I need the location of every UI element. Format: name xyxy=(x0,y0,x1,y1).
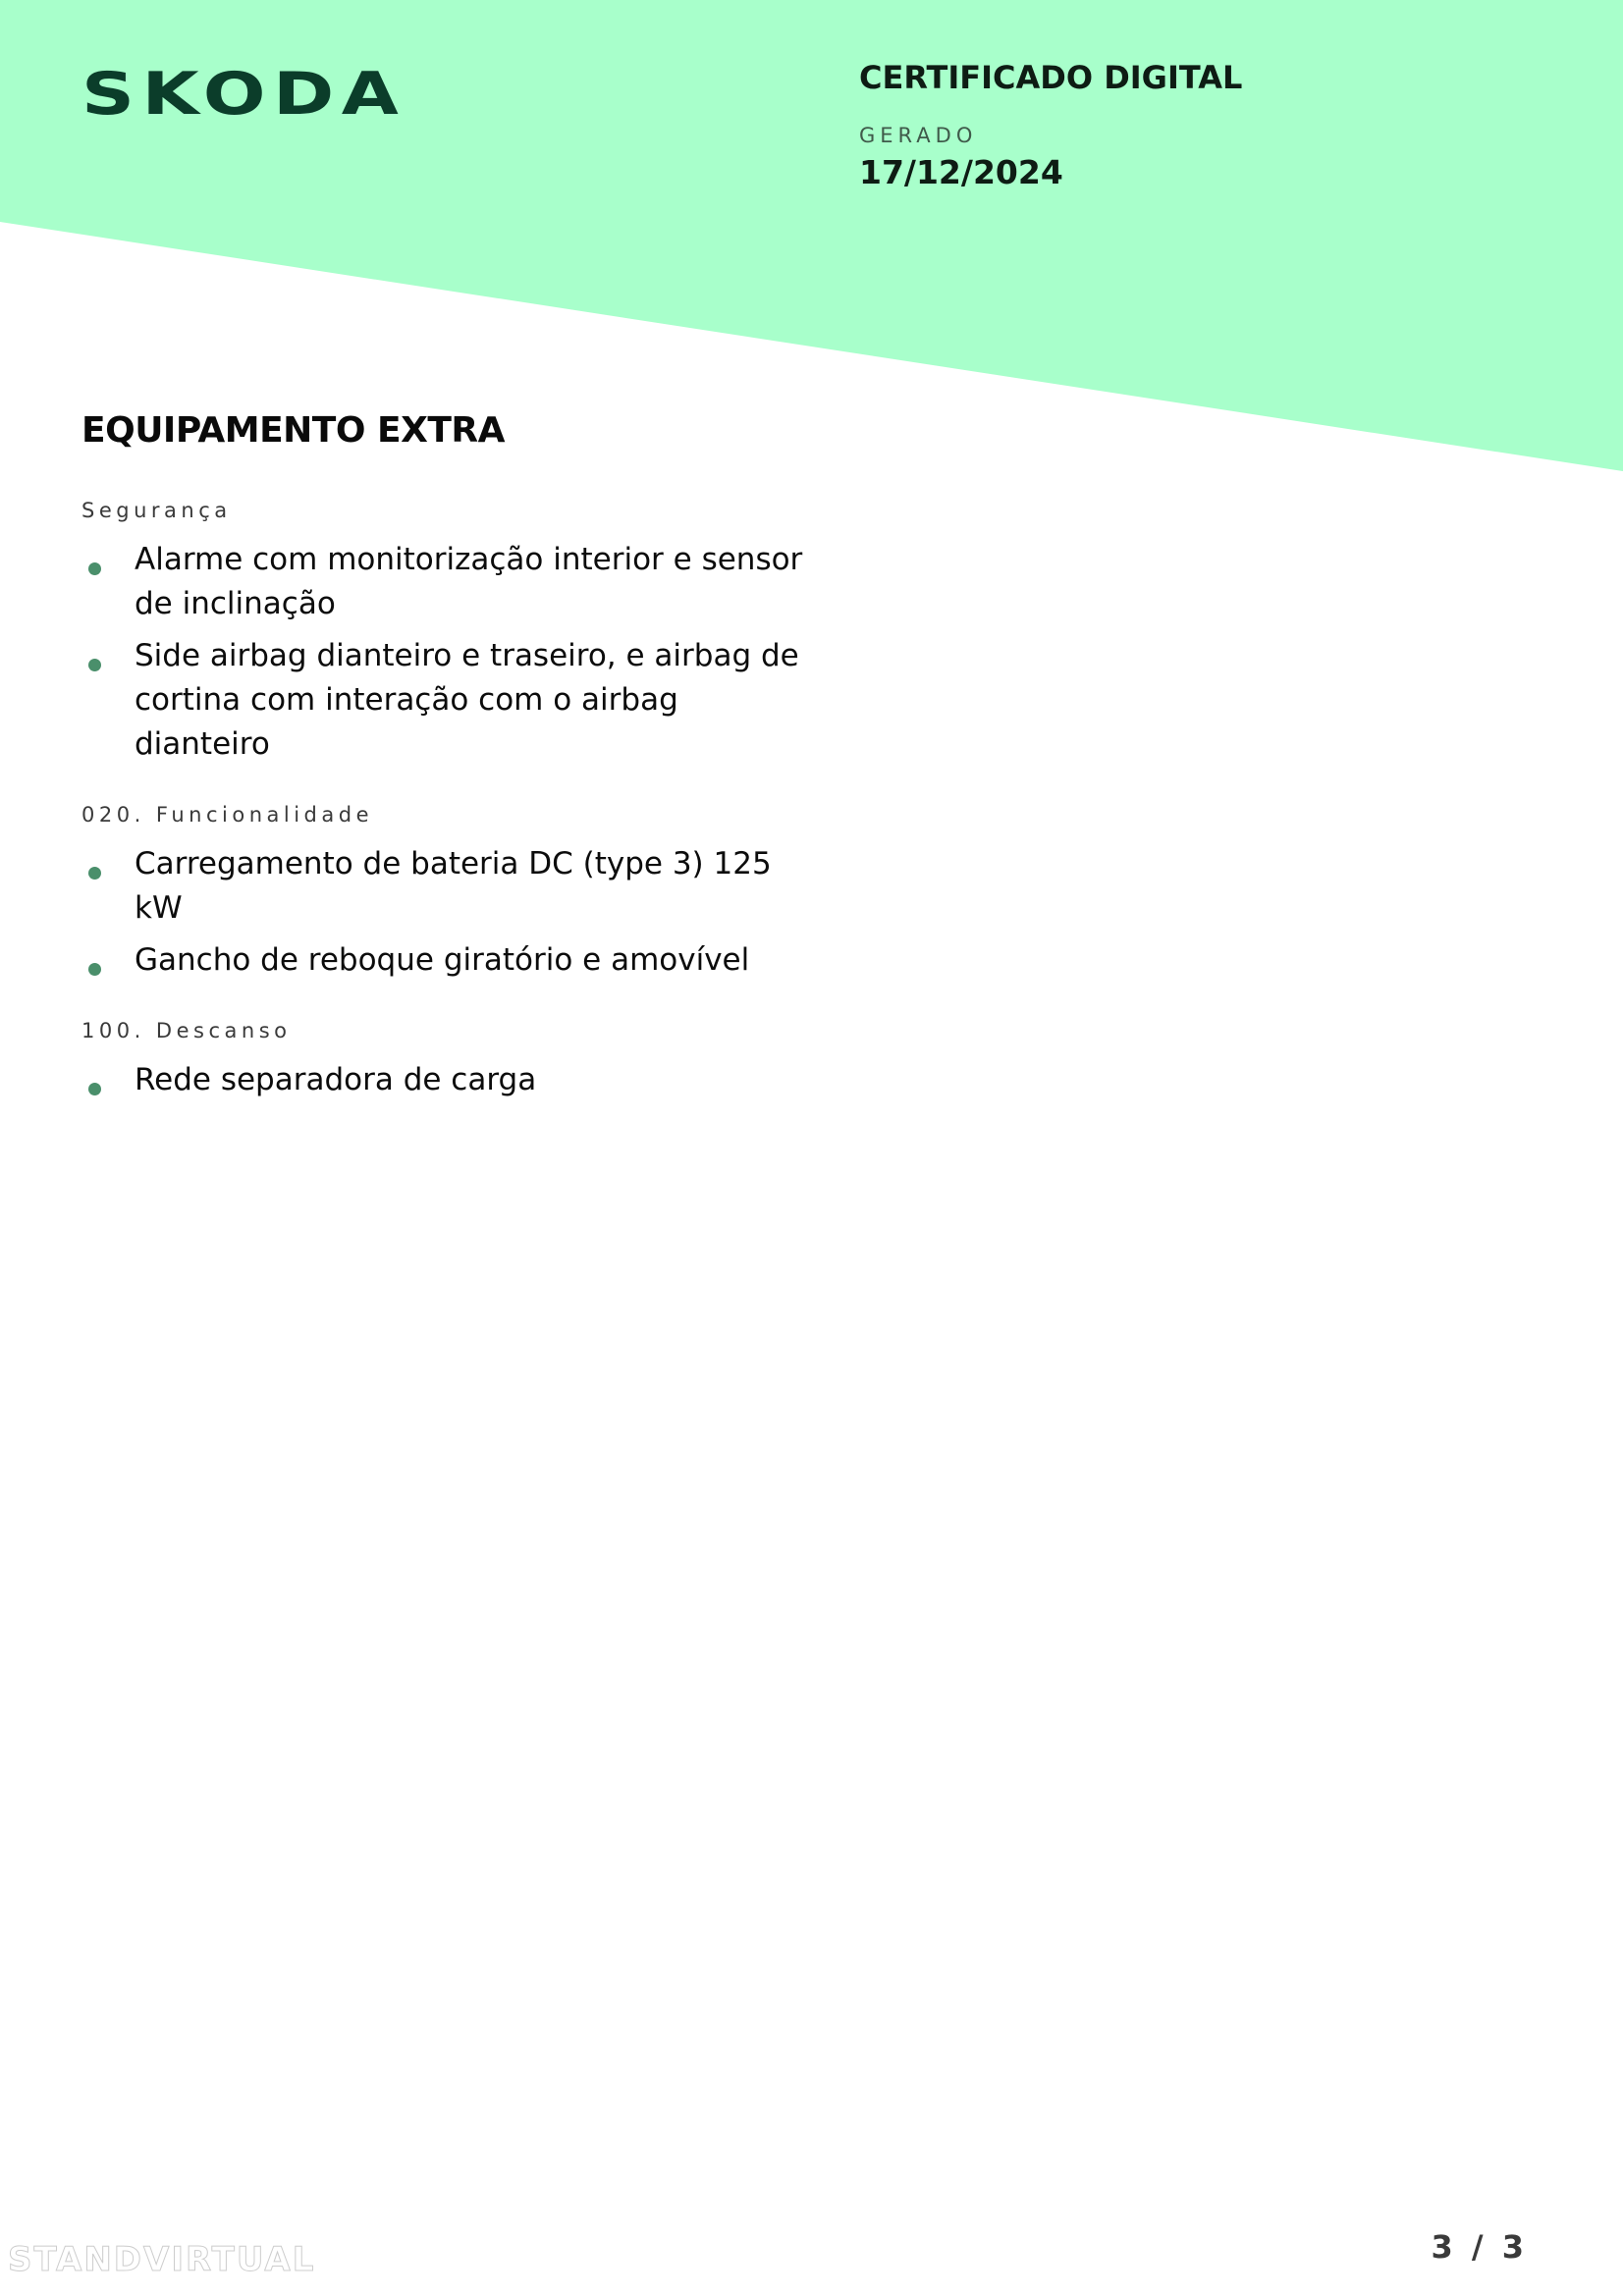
equipment-list xyxy=(81,842,808,983)
group-label: 100. Descanso xyxy=(81,1019,292,1042)
equipment-group-descanso xyxy=(81,1016,808,1102)
generated-date: 17/12/2024 xyxy=(859,153,1063,191)
list-item xyxy=(81,1058,808,1102)
bullet-icon xyxy=(88,867,101,880)
list-item xyxy=(81,938,808,983)
equipment-groups xyxy=(81,496,808,1136)
item-text: Rede separadora de carga xyxy=(135,1062,537,1097)
page-number: 3 / 3 xyxy=(1431,2228,1528,2266)
list-item xyxy=(81,538,808,626)
list-item xyxy=(81,842,808,931)
item-text: Side airbag dianteiro e traseiro, e airbag de cortina com interação com o airbag dianteiro xyxy=(135,638,799,762)
equipment-list xyxy=(81,538,808,767)
skoda-logo: SKODA xyxy=(81,60,406,129)
group-label: Segurança xyxy=(81,499,232,522)
equipment-group-funcionalidade xyxy=(81,800,808,983)
standvirtual-watermark: STANDVIRTUAL xyxy=(8,2240,316,2279)
group-label: 020. Funcionalidade xyxy=(81,803,374,827)
bullet-icon xyxy=(88,562,101,575)
item-text: Gancho de reboque giratório e amovível xyxy=(135,942,750,978)
bullet-icon xyxy=(88,1083,101,1095)
equipment-group-seguranca xyxy=(81,496,808,767)
item-text: Carregamento de bateria DC (type 3) 125 kW xyxy=(135,846,772,926)
section-title: EQUIPAMENTO EXTRA xyxy=(81,410,505,451)
equipment-list xyxy=(81,1058,808,1102)
bullet-icon xyxy=(88,659,101,671)
generated-label: GERADO xyxy=(859,124,978,147)
bullet-icon xyxy=(88,963,101,976)
item-text: Alarme com monitorização interior e sensor de inclinação xyxy=(135,542,803,621)
list-item xyxy=(81,634,808,767)
certificate-title: CERTIFICADO DIGITAL xyxy=(859,59,1243,96)
